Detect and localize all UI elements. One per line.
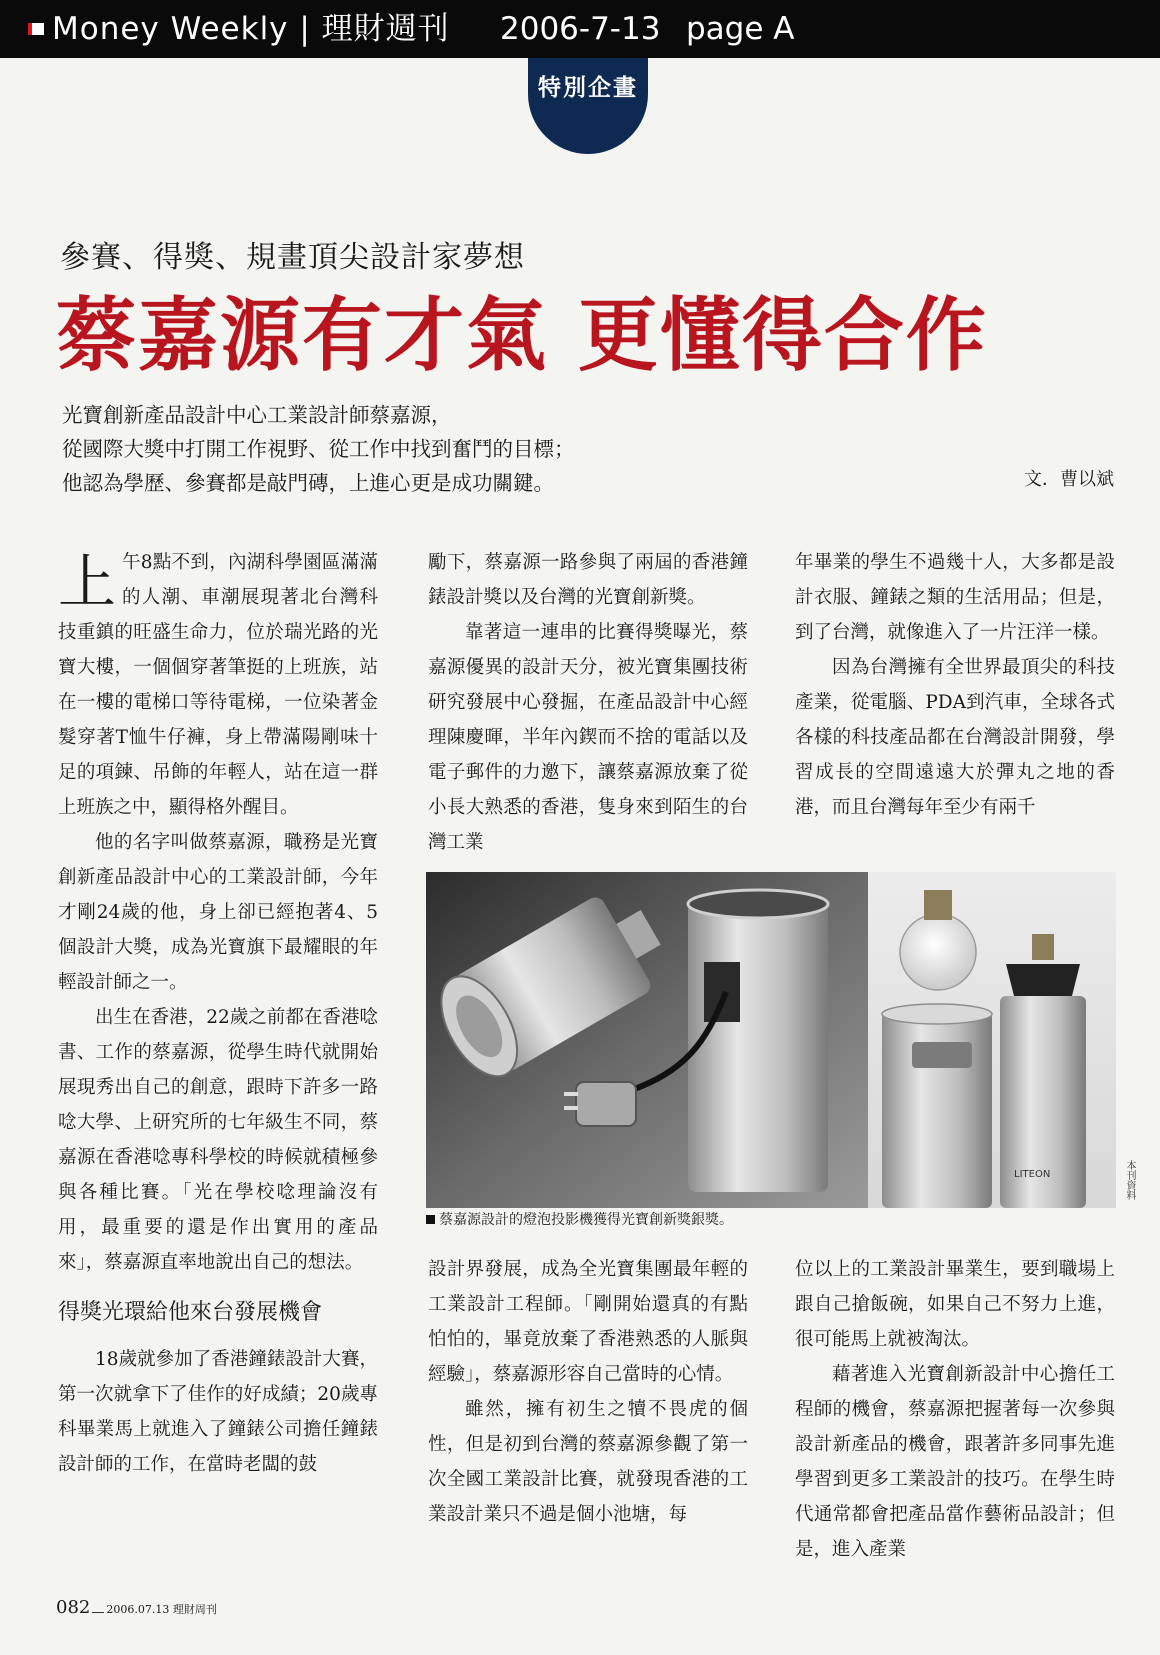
footer-meta: 2006.07.13 理財周刊 bbox=[106, 1603, 217, 1616]
paragraph: 上午8點不到，內湖科學園區滿滿的人潮、車潮展現著北台灣科技重鎮的旺盛生命力，位於瑞光路的光寶大樓，一個個穿著筆挺的上班族，站在一樓的電梯口等待電梯，一位染著金髮穿著T恤牛仔褲，身上帶滿陽剛味十足的項鍊、吊飾的年輕人，站在這一群上班族之中，顯得格外醒目。 bbox=[58, 548, 378, 818]
bullet-icon bbox=[28, 23, 44, 35]
column-1 bbox=[58, 545, 378, 1565]
paragraph: 18歲就參加了香港鐘錶設計大賽，第一次就拿下了佳作的好成績；20歲專科畢業馬上就進入了鐘錶公司擔任鐘錶設計師的工作，在當時老闆的鼓 bbox=[58, 1349, 378, 1475]
lead-line: 他認為學歷、參賽都是敲門磚，上進心更是成功關鍵。 bbox=[62, 471, 554, 495]
paragraph: 勵下，蔡嘉源一路參與了兩屆的香港鐘錶設計獎以及台灣的光寶創新獎。 bbox=[428, 552, 748, 608]
lead-line: 光寶創新產品設計中心工業設計師蔡嘉源， bbox=[62, 403, 452, 427]
column-2-top bbox=[428, 545, 748, 865]
article-headline: 蔡嘉源有才氣 更懂得合作 bbox=[56, 288, 988, 382]
projector-image bbox=[426, 872, 1116, 1208]
lead-line: 從國際大獎中打開工作視野、從工作中找到奮鬥的目標； bbox=[62, 437, 575, 461]
paragraph: 因為台灣擁有全世界最頂尖的科技產業，從電腦、PDA到汽車，全球各式各樣的科技產品都在台灣設計開發，學習成長的空間遠遠大於彈丸之地的香港，而且台灣每年至少有兩千 bbox=[795, 657, 1115, 818]
logo-text: LITEON bbox=[1014, 1169, 1051, 1180]
product-photo bbox=[426, 872, 1116, 1208]
paragraph: 出生在香港，22歲之前都在香港唸書、工作的蔡嘉源，從學生時代就開始展現秀出自己的創意，跟時下許多一路唸大學、上研究所的七年級生不同，蔡嘉源在香港唸專科學校的時候就積極參與各種比賽。「光在學校唸理論沒有用，最重要的還是作出實用的產品來」，蔡嘉源直率地說出自己的想法。 bbox=[58, 1007, 378, 1273]
paragraph: 年畢業的學生不過幾十人，大多都是設計衣服、鐘錶之類的生活用品；但是，到了台灣，就像進入了一片汪洋一樣。 bbox=[795, 552, 1115, 643]
photo-credit: 本刊資料 bbox=[1124, 1160, 1135, 1200]
section-heading: 得獎光環給他來台發展機會 bbox=[58, 1300, 323, 1325]
top-bar bbox=[0, 0, 1160, 58]
paragraph: 他的名字叫做蔡嘉源，職務是光寶創新產品設計中心的工業設計師，今年才剛24歲的他，身上卻已經抱著4、5個設計大獎，成為光寶旗下最耀眼的年輕設計師之一。 bbox=[58, 832, 378, 993]
drop-cap: 上 bbox=[58, 548, 117, 616]
publication-name: Money Weekly | 理財週刊 bbox=[52, 11, 450, 47]
article-lead bbox=[62, 398, 1112, 500]
page-footer bbox=[56, 1597, 217, 1618]
footer-rule bbox=[92, 1612, 104, 1613]
issue-date: 2006-7-13 bbox=[500, 11, 661, 47]
column-3-top bbox=[795, 545, 1115, 865]
column-3-bottom bbox=[795, 1252, 1115, 1572]
byline: 文．曹以斌 bbox=[1024, 469, 1114, 490]
caption-bullet-icon bbox=[426, 1215, 435, 1224]
paragraph: 藉著進入光寶創新設計中心擔任工程師的機會，蔡嘉源把握著每一次參與設計新產品的機會，跟著許多同事先進學習到更多工業設計的技巧。在學生時代通常都會把產品當作藝術品設計；但是，進入產業 bbox=[795, 1364, 1115, 1560]
photo-caption: 蔡嘉源設計的燈泡投影機獲得光寶創新獎銀獎。 bbox=[426, 1210, 1116, 1230]
page-label: page A bbox=[686, 11, 795, 47]
page-number: 082 bbox=[56, 1597, 91, 1618]
section-badge: 特別企畫 bbox=[528, 58, 648, 154]
article-subtitle: 參賽、得獎、規畫頂尖設計家夢想 bbox=[60, 240, 525, 275]
paragraph: 靠著這一連串的比賽得獎曝光，蔡嘉源優異的設計天分，被光寶集團技術研究發展中心發掘，在產品設計中心經理陳慶暉，半年內鍥而不捨的電話以及電子郵件的力邀下，讓蔡嘉源放棄了從小長大熟悉的香港，隻身來到陌生的台灣工業 bbox=[428, 622, 748, 853]
paragraph: 雖然，擁有初生之犢不畏虎的個性，但是初到台灣的蔡嘉源參觀了第一次全國工業設計比賽，就發現香港的工業設計業只不過是個小池塘，每 bbox=[428, 1399, 748, 1525]
paragraph: 位以上的工業設計畢業生，要到職場上跟自己搶飯碗，如果自己不努力上進，很可能馬上就被淘汰。 bbox=[795, 1259, 1115, 1350]
column-2-bottom bbox=[428, 1252, 748, 1572]
paragraph: 設計界發展，成為全光寶集團最年輕的工業設計工程師。「剛開始還真的有點怕怕的，畢竟放棄了香港熟悉的人脈與經驗」，蔡嘉源形容自己當時的心情。 bbox=[428, 1259, 748, 1385]
